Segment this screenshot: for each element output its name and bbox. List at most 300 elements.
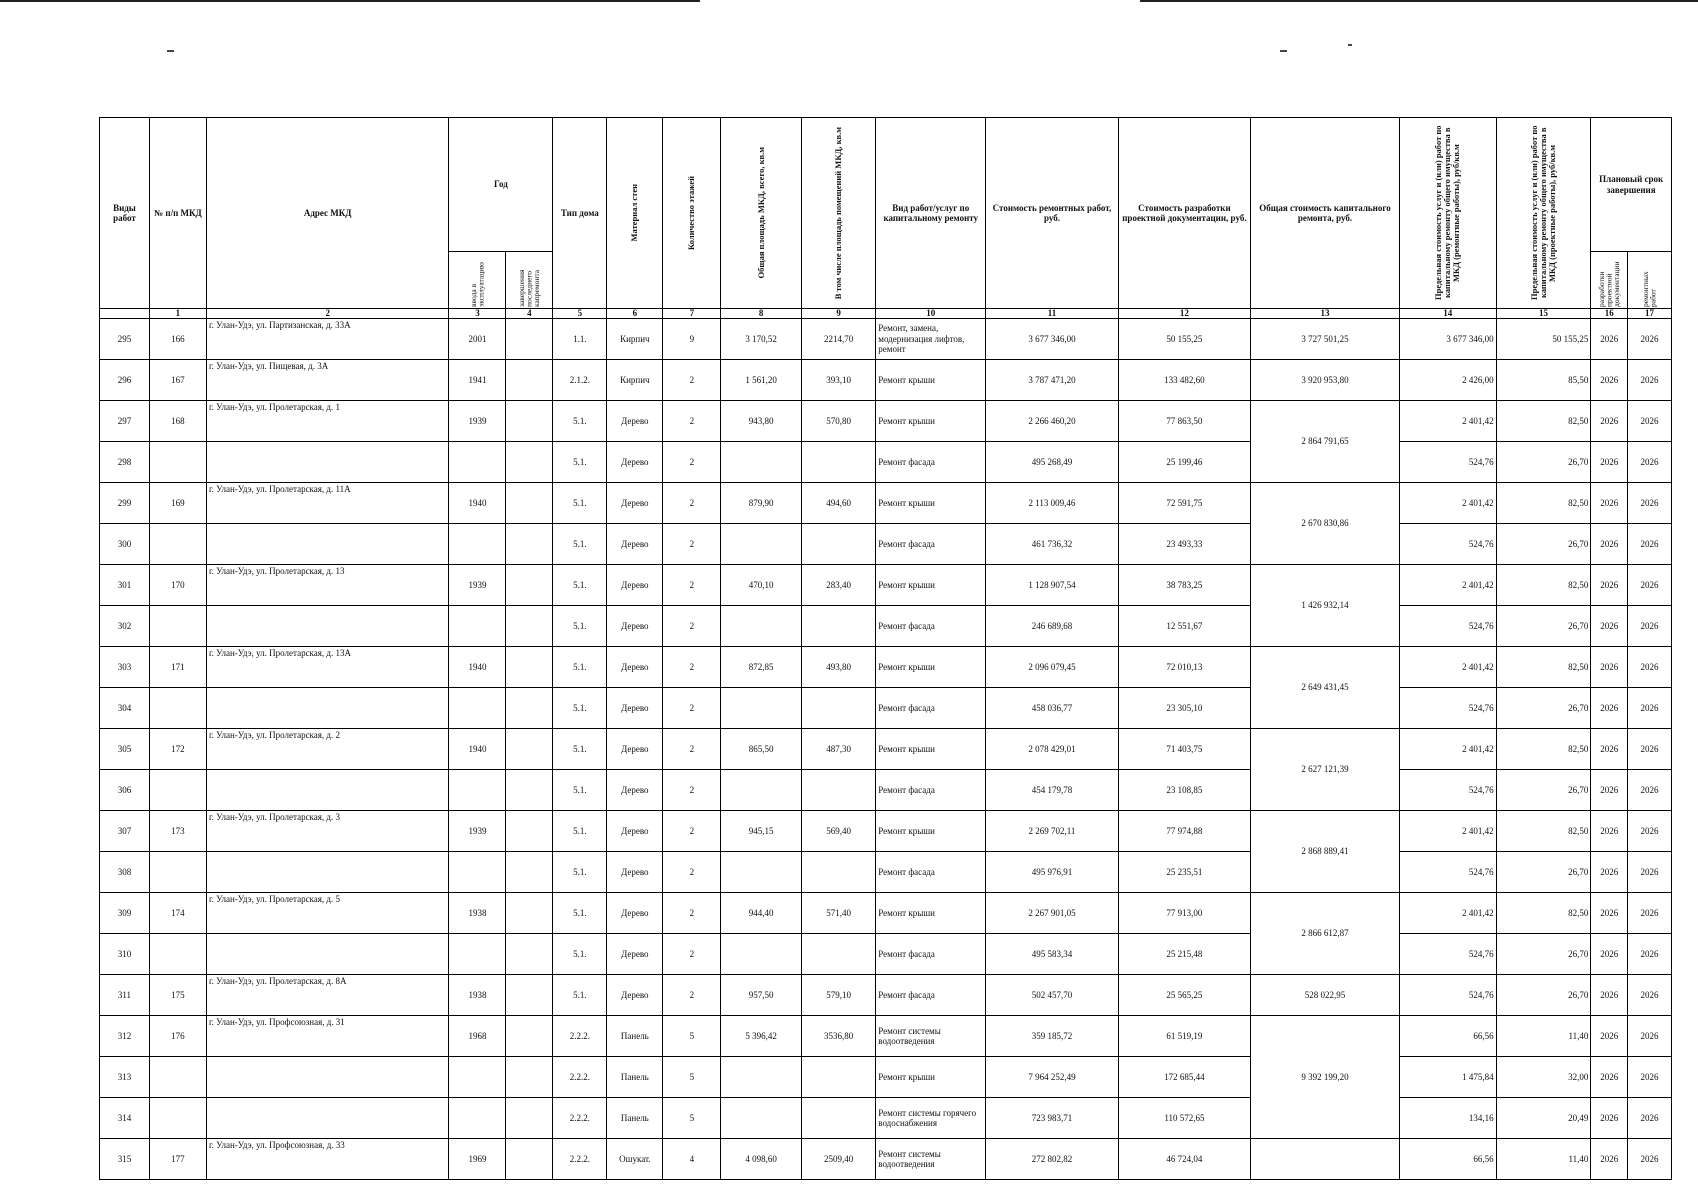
limit-design: 26,70 — [1496, 975, 1591, 1016]
column-number: 10 — [876, 309, 986, 319]
mkd-number: 175 — [149, 975, 206, 1016]
limit-design: 11,40 — [1496, 1016, 1591, 1057]
row-number: 300 — [100, 524, 150, 565]
limit-works: 3 677 346,00 — [1399, 319, 1496, 360]
limit-works: 524,76 — [1399, 688, 1496, 729]
work-type: Ремонт фасада — [876, 606, 986, 647]
deadline-works: 2026 — [1628, 401, 1672, 442]
floors: 2 — [663, 606, 721, 647]
total-area: 945,15 — [721, 811, 801, 852]
floors: 2 — [663, 483, 721, 524]
scan-border-top-left — [0, 0, 700, 2]
cost-repair: 2 113 009,46 — [986, 483, 1118, 524]
table-row — [100, 360, 1672, 401]
table-row — [100, 729, 1672, 770]
year-last-repair — [506, 1139, 553, 1180]
cost-design: 23 493,33 — [1118, 524, 1250, 565]
wall-material: Дерево — [607, 811, 663, 852]
table-row — [100, 975, 1672, 1016]
cost-design: 71 403,75 — [1118, 729, 1250, 770]
year-last-repair — [506, 1057, 553, 1098]
limit-works: 2 401,42 — [1399, 893, 1496, 934]
year-last-repair — [506, 770, 553, 811]
address — [206, 770, 448, 811]
deadline-design: 2026 — [1591, 729, 1628, 770]
floors: 2 — [663, 893, 721, 934]
house-type: 5.1. — [553, 852, 607, 893]
cost-repair: 246 689,68 — [986, 606, 1118, 647]
limit-design: 26,70 — [1496, 442, 1591, 483]
wall-material: Дерево — [607, 401, 663, 442]
deadline-works: 2026 — [1628, 688, 1672, 729]
total-area — [721, 852, 801, 893]
deadline-works: 2026 — [1628, 1016, 1672, 1057]
deadline-design: 2026 — [1591, 811, 1628, 852]
cost-design: 77 974,88 — [1118, 811, 1250, 852]
total-area: 470,10 — [721, 565, 801, 606]
header-deadline-design-text: разработки проектной документации — [1596, 261, 1621, 307]
mkd-number — [149, 442, 206, 483]
deadline-works: 2026 — [1628, 360, 1672, 401]
limit-works: 2 401,42 — [1399, 729, 1496, 770]
table-row — [100, 483, 1672, 524]
total-area: 957,50 — [721, 975, 801, 1016]
deadline-design: 2026 — [1591, 688, 1628, 729]
header-deadline-works — [1628, 252, 1672, 309]
cost-repair: 3 677 346,00 — [986, 319, 1118, 360]
house-type: 2.1.2. — [553, 360, 607, 401]
limit-works: 2 401,42 — [1399, 565, 1496, 606]
row-number: 315 — [100, 1139, 150, 1180]
total-area: 943,80 — [721, 401, 801, 442]
year-last-repair — [506, 811, 553, 852]
table-row — [100, 319, 1672, 360]
total-area: 1 561,20 — [721, 360, 801, 401]
row-number: 308 — [100, 852, 150, 893]
column-number: 8 — [721, 309, 801, 319]
residential-area — [801, 934, 875, 975]
header-total-area — [721, 118, 801, 309]
work-type: Ремонт крыши — [876, 483, 986, 524]
deadline-design: 2026 — [1591, 360, 1628, 401]
wall-material: Дерево — [607, 975, 663, 1016]
deadline-works: 2026 — [1628, 893, 1672, 934]
row-number: 299 — [100, 483, 150, 524]
deadline-design: 2026 — [1591, 1016, 1628, 1057]
year-last-repair — [506, 729, 553, 770]
cost-design: 133 482,60 — [1118, 360, 1250, 401]
header-residential-area — [801, 118, 875, 309]
house-type: 5.1. — [553, 565, 607, 606]
column-number: 3 — [449, 309, 506, 319]
year-commission — [449, 1057, 506, 1098]
cost-repair: 2 096 079,45 — [986, 647, 1118, 688]
deadline-works: 2026 — [1628, 975, 1672, 1016]
work-type: Ремонт крыши — [876, 360, 986, 401]
mkd-number — [149, 770, 206, 811]
floors: 2 — [663, 442, 721, 483]
address: г. Улан-Удэ, ул. Пролетарская, д. 3 — [206, 811, 448, 852]
mkd-number: 170 — [149, 565, 206, 606]
floors: 2 — [663, 688, 721, 729]
year-last-repair — [506, 852, 553, 893]
row-number: 301 — [100, 565, 150, 606]
address: г. Улан-Удэ, ул. Пролетарская, д. 1 — [206, 401, 448, 442]
wall-material: Дерево — [607, 606, 663, 647]
total-area — [721, 1098, 801, 1139]
work-type: Ремонт, замена, модернизация лифтов, ремонт — [876, 319, 986, 360]
cost-total: 2 864 791,65 — [1251, 401, 1400, 483]
scan-speck — [167, 50, 174, 52]
cost-repair: 3 787 471,20 — [986, 360, 1118, 401]
floors: 2 — [663, 401, 721, 442]
limit-design: 26,70 — [1496, 770, 1591, 811]
limit-works: 66,56 — [1399, 1139, 1496, 1180]
header-house-type: Тип дома — [553, 118, 607, 309]
repair-register-table — [99, 117, 1672, 1180]
deadline-design: 2026 — [1591, 1098, 1628, 1139]
header-floors — [663, 118, 721, 309]
header-work-type: Вид работ/услуг по капитальному ремонту — [876, 118, 986, 309]
table-row — [100, 688, 1672, 729]
year-last-repair — [506, 893, 553, 934]
work-type: Ремонт системы водоотведения — [876, 1139, 986, 1180]
year-last-repair — [506, 401, 553, 442]
cost-design: 110 572,65 — [1118, 1098, 1250, 1139]
cost-total: 528 022,95 — [1251, 975, 1400, 1016]
wall-material: Дерево — [607, 565, 663, 606]
header-floors-text: Количество этажей — [686, 176, 697, 250]
wall-material: Дерево — [607, 729, 663, 770]
cost-repair: 723 983,71 — [986, 1098, 1118, 1139]
address: г. Улан-Удэ, ул. Партизанская, д. 33А — [206, 319, 448, 360]
floors: 2 — [663, 975, 721, 1016]
address — [206, 1098, 448, 1139]
row-number: 305 — [100, 729, 150, 770]
table-row — [100, 770, 1672, 811]
deadline-design: 2026 — [1591, 606, 1628, 647]
table-row — [100, 647, 1672, 688]
header-residential-area-text: В том числе площадь помещений МКД, кв.м — [833, 126, 844, 300]
limit-design: 20,49 — [1496, 1098, 1591, 1139]
year-commission: 1939 — [449, 811, 506, 852]
year-commission — [449, 770, 506, 811]
work-type: Ремонт крыши — [876, 893, 986, 934]
work-type: Ремонт системы водоотведения — [876, 1016, 986, 1057]
cost-design: 25 565,25 — [1118, 975, 1250, 1016]
limit-works: 524,76 — [1399, 852, 1496, 893]
row-number: 303 — [100, 647, 150, 688]
year-commission — [449, 1098, 506, 1139]
mkd-number — [149, 1098, 206, 1139]
column-number: 14 — [1399, 309, 1496, 319]
year-commission: 1940 — [449, 647, 506, 688]
residential-area: 487,30 — [801, 729, 875, 770]
cost-repair: 272 802,82 — [986, 1139, 1118, 1180]
header-cost-repair: Стоимость ремонтных работ, руб. — [986, 118, 1118, 309]
house-type: 5.1. — [553, 483, 607, 524]
limit-works: 524,76 — [1399, 442, 1496, 483]
mkd-number: 177 — [149, 1139, 206, 1180]
year-last-repair — [506, 606, 553, 647]
mkd-number: 169 — [149, 483, 206, 524]
cost-design: 50 155,25 — [1118, 319, 1250, 360]
limit-works: 524,76 — [1399, 934, 1496, 975]
row-number: 306 — [100, 770, 150, 811]
deadline-works: 2026 — [1628, 565, 1672, 606]
total-area: 3 170,52 — [721, 319, 801, 360]
table-row — [100, 442, 1672, 483]
limit-works: 524,76 — [1399, 975, 1496, 1016]
residential-area — [801, 1098, 875, 1139]
table-row — [100, 934, 1672, 975]
header-year: Год — [449, 118, 553, 252]
deadline-design: 2026 — [1591, 483, 1628, 524]
wall-material: Дерево — [607, 770, 663, 811]
mkd-number: 168 — [149, 401, 206, 442]
table-row — [100, 401, 1672, 442]
cost-design: 72 591,75 — [1118, 483, 1250, 524]
header-limit-works — [1399, 118, 1496, 309]
row-number: 307 — [100, 811, 150, 852]
year-commission: 1939 — [449, 565, 506, 606]
year-commission: 1968 — [449, 1016, 506, 1057]
cost-design: 46 724,04 — [1118, 1139, 1250, 1180]
column-number-row — [100, 309, 1672, 319]
header-year-last-repair — [506, 252, 553, 309]
limit-design: 82,50 — [1496, 729, 1591, 770]
limit-design: 82,50 — [1496, 565, 1591, 606]
limit-works: 2 401,42 — [1399, 811, 1496, 852]
floors: 2 — [663, 360, 721, 401]
column-number: 11 — [986, 309, 1118, 319]
cost-repair: 2 267 901,05 — [986, 893, 1118, 934]
year-last-repair — [506, 688, 553, 729]
deadline-works: 2026 — [1628, 442, 1672, 483]
work-type: Ремонт фасада — [876, 770, 986, 811]
residential-area: 494,60 — [801, 483, 875, 524]
limit-works: 1 475,84 — [1399, 1057, 1496, 1098]
house-type: 5.1. — [553, 524, 607, 565]
address: г. Улан-Удэ, ул. Пролетарская, д. 8А — [206, 975, 448, 1016]
limit-works: 2 401,42 — [1399, 401, 1496, 442]
header-limit-design-text: Предельная стоимость услуг и (или) работ по капитальному ремонту общего имущества в МКД (проектные работы), руб/кв.м — [1529, 125, 1557, 301]
year-last-repair — [506, 975, 553, 1016]
deadline-design: 2026 — [1591, 975, 1628, 1016]
row-number: 312 — [100, 1016, 150, 1057]
cost-total: 2 649 431,45 — [1251, 647, 1400, 729]
floors: 4 — [663, 1139, 721, 1180]
deadline-works: 2026 — [1628, 1139, 1672, 1180]
column-number: 16 — [1591, 309, 1628, 319]
mkd-number: 174 — [149, 893, 206, 934]
residential-area: 570,80 — [801, 401, 875, 442]
work-type: Ремонт крыши — [876, 401, 986, 442]
floors: 2 — [663, 770, 721, 811]
total-area — [721, 606, 801, 647]
wall-material: Дерево — [607, 483, 663, 524]
work-type: Ремонт фасада — [876, 524, 986, 565]
cost-design: 72 010,13 — [1118, 647, 1250, 688]
header-wall-material-text: Материал стен — [629, 184, 640, 242]
year-commission — [449, 934, 506, 975]
address: г. Улан-Удэ, ул. Пролетарская, д. 13А — [206, 647, 448, 688]
address — [206, 524, 448, 565]
residential-area — [801, 688, 875, 729]
total-area — [721, 770, 801, 811]
limit-design: 82,50 — [1496, 483, 1591, 524]
cost-total: 2 670 830,86 — [1251, 483, 1400, 565]
limit-design: 82,50 — [1496, 401, 1591, 442]
cost-repair: 495 976,91 — [986, 852, 1118, 893]
header-vid-rabot: Виды работ — [100, 118, 150, 309]
wall-material: Дерево — [607, 442, 663, 483]
deadline-works: 2026 — [1628, 770, 1672, 811]
deadline-works: 2026 — [1628, 852, 1672, 893]
residential-area: 283,40 — [801, 565, 875, 606]
limit-design: 82,50 — [1496, 893, 1591, 934]
table-row — [100, 893, 1672, 934]
cost-repair: 7 964 252,49 — [986, 1057, 1118, 1098]
limit-design: 26,70 — [1496, 606, 1591, 647]
work-type: Ремонт системы горячего водоснабжения — [876, 1098, 986, 1139]
house-type: 5.1. — [553, 401, 607, 442]
year-last-repair — [506, 934, 553, 975]
residential-area — [801, 770, 875, 811]
limit-design: 50 155,25 — [1496, 319, 1591, 360]
house-type: 2.2.2. — [553, 1016, 607, 1057]
house-type: 2.2.2. — [553, 1057, 607, 1098]
cost-repair: 2 266 460,20 — [986, 401, 1118, 442]
total-area — [721, 442, 801, 483]
deadline-design: 2026 — [1591, 934, 1628, 975]
address: г. Улан-Удэ, ул. Пищевая, д. 3А — [206, 360, 448, 401]
cost-total — [1251, 1139, 1400, 1180]
header-mkd-number: № п/п МКД — [149, 118, 206, 309]
column-number: 12 — [1118, 309, 1250, 319]
column-number: 1 — [149, 309, 206, 319]
cost-repair: 495 583,34 — [986, 934, 1118, 975]
row-number: 311 — [100, 975, 150, 1016]
deadline-works: 2026 — [1628, 524, 1672, 565]
house-type: 5.1. — [553, 811, 607, 852]
limit-works: 524,76 — [1399, 770, 1496, 811]
work-type: Ремонт крыши — [876, 565, 986, 606]
residential-area: 571,40 — [801, 893, 875, 934]
cost-total: 2 868 889,41 — [1251, 811, 1400, 893]
cost-design: 77 863,50 — [1118, 401, 1250, 442]
deadline-works: 2026 — [1628, 729, 1672, 770]
year-last-repair — [506, 1016, 553, 1057]
floors: 2 — [663, 811, 721, 852]
table-row — [100, 1016, 1672, 1057]
house-type: 5.1. — [553, 893, 607, 934]
cost-repair: 495 268,49 — [986, 442, 1118, 483]
wall-material: Дерево — [607, 934, 663, 975]
deadline-works: 2026 — [1628, 647, 1672, 688]
deadline-design: 2026 — [1591, 893, 1628, 934]
year-commission — [449, 524, 506, 565]
cost-repair: 461 736,32 — [986, 524, 1118, 565]
limit-design: 85,50 — [1496, 360, 1591, 401]
wall-material: Дерево — [607, 852, 663, 893]
work-type: Ремонт фасада — [876, 975, 986, 1016]
residential-area — [801, 606, 875, 647]
cost-design: 23 108,85 — [1118, 770, 1250, 811]
limit-design: 32,00 — [1496, 1057, 1591, 1098]
cost-design: 23 305,10 — [1118, 688, 1250, 729]
limit-design: 26,70 — [1496, 524, 1591, 565]
header-deadline-design — [1591, 252, 1628, 309]
row-number: 309 — [100, 893, 150, 934]
row-number: 295 — [100, 319, 150, 360]
year-commission — [449, 688, 506, 729]
cost-total: 3 920 953,80 — [1251, 360, 1400, 401]
year-commission: 1969 — [449, 1139, 506, 1180]
header-address: Адрес МКД — [206, 118, 448, 309]
deadline-design: 2026 — [1591, 647, 1628, 688]
residential-area — [801, 524, 875, 565]
deadline-design: 2026 — [1591, 524, 1628, 565]
year-commission: 1940 — [449, 483, 506, 524]
cost-design: 12 551,67 — [1118, 606, 1250, 647]
header-limit-works-text: Предельная стоимость услуг и (или) работ по капитальному ремонту общего имущества в МКД (ремонтные работы), руб/кв.м — [1433, 125, 1462, 301]
column-number: 13 — [1251, 309, 1400, 319]
address — [206, 1057, 448, 1098]
year-last-repair — [506, 442, 553, 483]
work-type: Ремонт крыши — [876, 811, 986, 852]
year-commission: 1940 — [449, 729, 506, 770]
scan-border-top-right — [1140, 0, 1698, 2]
table-row — [100, 524, 1672, 565]
column-number: 2 — [206, 309, 448, 319]
deadline-works: 2026 — [1628, 934, 1672, 975]
scan-speck — [1348, 44, 1352, 46]
cost-design: 25 215,48 — [1118, 934, 1250, 975]
column-number: 5 — [553, 309, 607, 319]
address: г. Улан-Удэ, ул. Пролетарская, д. 5 — [206, 893, 448, 934]
header-deadline: Плановый срок завершения — [1591, 118, 1672, 252]
house-type: 5.1. — [553, 606, 607, 647]
scan-speck — [1280, 50, 1287, 52]
mkd-number: 166 — [149, 319, 206, 360]
table-row — [100, 852, 1672, 893]
year-commission: 2001 — [449, 319, 506, 360]
work-type: Ремонт крыши — [876, 729, 986, 770]
residential-area: 3536,80 — [801, 1016, 875, 1057]
address — [206, 852, 448, 893]
total-area: 944,40 — [721, 893, 801, 934]
house-type: 5.1. — [553, 770, 607, 811]
house-type: 2.2.2. — [553, 1098, 607, 1139]
cost-design: 25 235,51 — [1118, 852, 1250, 893]
limit-works: 2 401,42 — [1399, 647, 1496, 688]
mkd-number: 171 — [149, 647, 206, 688]
total-area: 865,50 — [721, 729, 801, 770]
address: г. Улан-Удэ, ул. Пролетарская, д. 11А — [206, 483, 448, 524]
wall-material: Ошукат. — [607, 1139, 663, 1180]
work-type: Ремонт крыши — [876, 1057, 986, 1098]
cost-repair: 1 128 907,54 — [986, 565, 1118, 606]
deadline-works: 2026 — [1628, 1057, 1672, 1098]
residential-area — [801, 1057, 875, 1098]
column-number — [100, 309, 150, 319]
house-type: 5.1. — [553, 934, 607, 975]
work-type: Ремонт фасада — [876, 688, 986, 729]
table-row — [100, 1139, 1672, 1180]
total-area — [721, 934, 801, 975]
mkd-number — [149, 606, 206, 647]
